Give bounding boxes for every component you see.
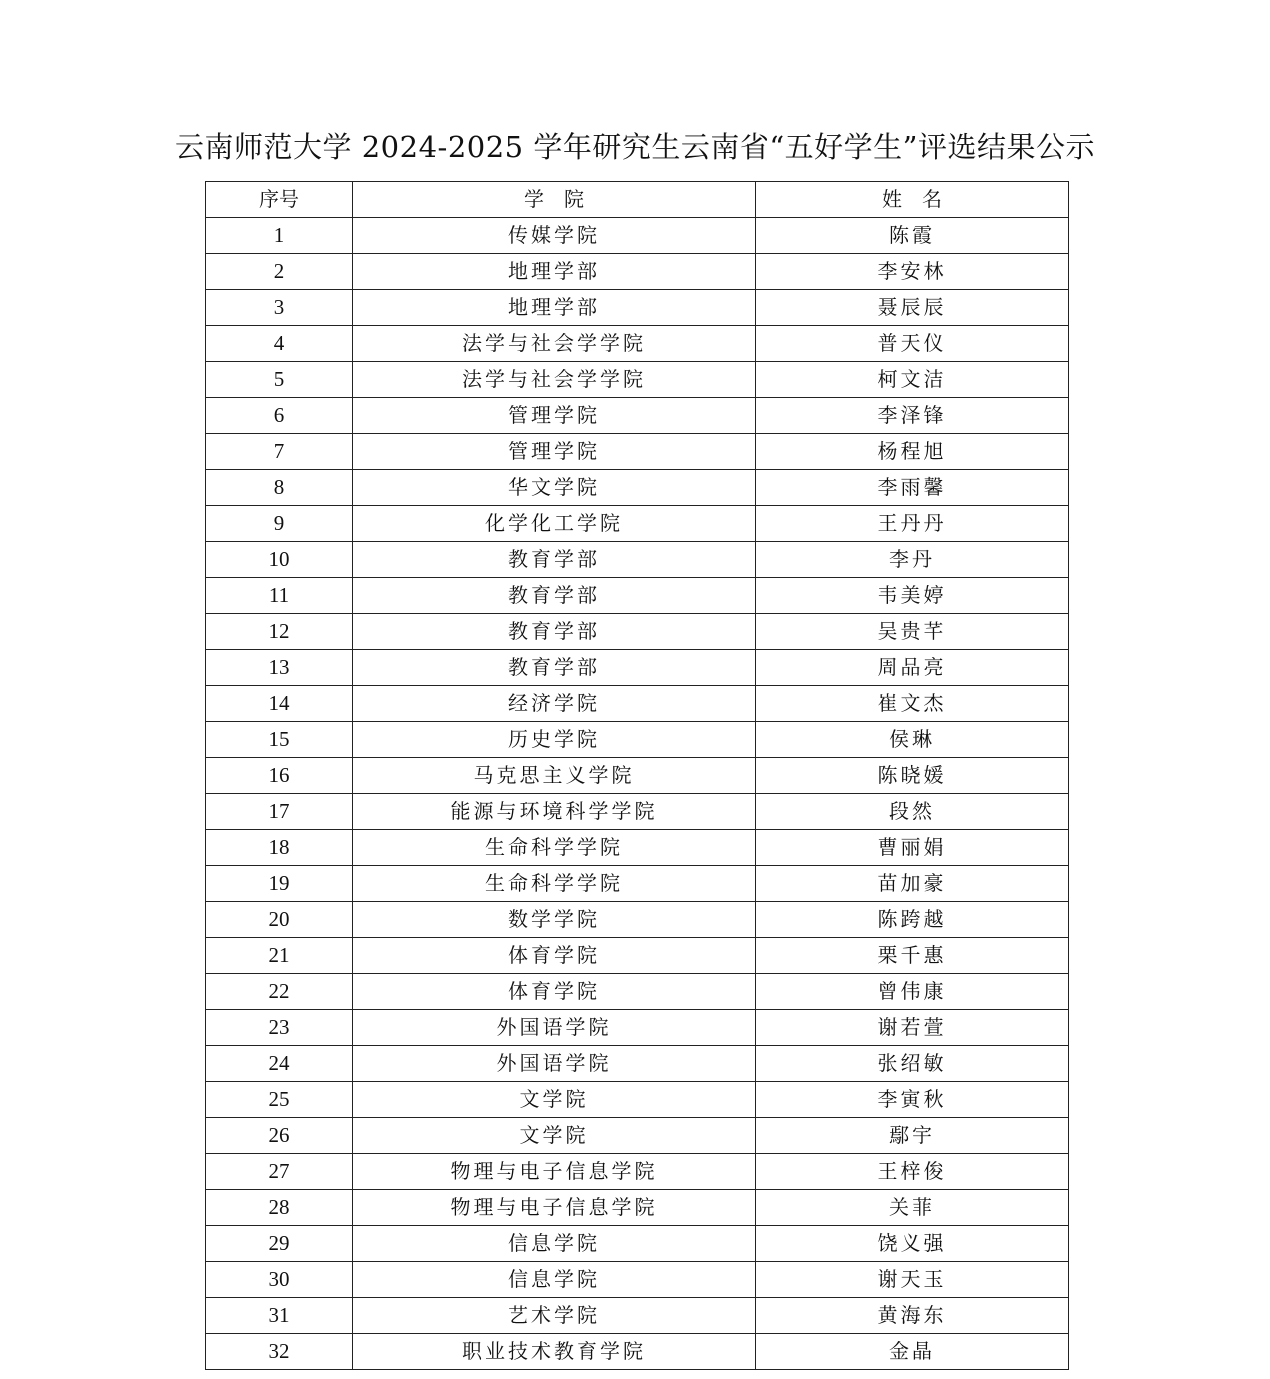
row-college-cell: 经济学院 [353, 686, 756, 722]
table-row [206, 758, 1069, 794]
row-college-cell: 教育学部 [353, 614, 756, 650]
row-seq-cell: 8 [206, 470, 353, 506]
row-name-cell: 李安林 [756, 254, 1069, 290]
row-name-cell: 崔文杰 [756, 686, 1069, 722]
page-title: 云南师范大学 2024-2025 学年研究生云南省“五好学生”评选结果公示 [175, 130, 1095, 164]
row-college-cell: 文学院 [353, 1082, 756, 1118]
row-seq-cell: 28 [206, 1190, 353, 1226]
row-seq-cell: 15 [206, 722, 353, 758]
row-name-cell: 李雨馨 [756, 470, 1069, 506]
table-row [206, 1154, 1069, 1190]
row-name-cell: 关菲 [756, 1190, 1069, 1226]
row-college-cell: 法学与社会学学院 [353, 362, 756, 398]
row-seq-cell: 19 [206, 866, 353, 902]
row-name-cell: 柯文洁 [756, 362, 1069, 398]
row-college-cell: 地理学部 [353, 254, 756, 290]
table-row [206, 1082, 1069, 1118]
row-name-cell: 栗千惠 [756, 938, 1069, 974]
row-name-cell: 李寅秋 [756, 1082, 1069, 1118]
table-row [206, 794, 1069, 830]
row-seq-cell: 4 [206, 326, 353, 362]
row-seq-cell: 12 [206, 614, 353, 650]
row-seq-cell: 14 [206, 686, 353, 722]
table-row [206, 650, 1069, 686]
table-row [206, 470, 1069, 506]
row-name-cell: 谢若萱 [756, 1010, 1069, 1046]
table-row [206, 1298, 1069, 1334]
row-college-cell: 职业技术教育学院 [353, 1334, 756, 1370]
table-row [206, 542, 1069, 578]
table-row [206, 1010, 1069, 1046]
results-table [205, 181, 1069, 1370]
row-college-cell: 管理学院 [353, 398, 756, 434]
row-name-cell: 王丹丹 [756, 506, 1069, 542]
table-header [206, 182, 1069, 218]
row-college-cell: 艺术学院 [353, 1298, 756, 1334]
table-row [206, 902, 1069, 938]
row-name-cell: 鄢宇 [756, 1118, 1069, 1154]
table-row [206, 1046, 1069, 1082]
row-college-cell: 教育学部 [353, 650, 756, 686]
row-seq-cell: 23 [206, 1010, 353, 1046]
table-row [206, 362, 1069, 398]
row-name-cell: 李泽锋 [756, 398, 1069, 434]
row-college-cell: 生命科学学院 [353, 830, 756, 866]
row-college-cell: 体育学院 [353, 974, 756, 1010]
table-row [206, 1262, 1069, 1298]
table-row [206, 1190, 1069, 1226]
table-row [206, 398, 1069, 434]
row-name-cell: 陈霞 [756, 218, 1069, 254]
row-college-cell: 历史学院 [353, 722, 756, 758]
row-seq-cell: 30 [206, 1262, 353, 1298]
row-seq-cell: 21 [206, 938, 353, 974]
header-row [206, 182, 1069, 218]
row-name-cell: 杨程旭 [756, 434, 1069, 470]
row-seq-cell: 11 [206, 578, 353, 614]
row-college-cell: 传媒学院 [353, 218, 756, 254]
table-row [206, 722, 1069, 758]
row-name-cell: 曾伟康 [756, 974, 1069, 1010]
row-seq-cell: 16 [206, 758, 353, 794]
row-seq-cell: 13 [206, 650, 353, 686]
row-name-cell: 周品亮 [756, 650, 1069, 686]
row-seq-cell: 3 [206, 290, 353, 326]
header-name: 姓 名 [756, 182, 1069, 218]
row-seq-cell: 20 [206, 902, 353, 938]
table-row [206, 1334, 1069, 1370]
table-row [206, 290, 1069, 326]
row-name-cell: 张绍敏 [756, 1046, 1069, 1082]
row-college-cell: 教育学部 [353, 578, 756, 614]
row-college-cell: 化学化工学院 [353, 506, 756, 542]
row-college-cell: 体育学院 [353, 938, 756, 974]
row-seq-cell: 17 [206, 794, 353, 830]
row-seq-cell: 24 [206, 1046, 353, 1082]
table-row [206, 506, 1069, 542]
row-college-cell: 地理学部 [353, 290, 756, 326]
row-college-cell: 马克思主义学院 [353, 758, 756, 794]
row-college-cell: 外国语学院 [353, 1010, 756, 1046]
row-college-cell: 信息学院 [353, 1226, 756, 1262]
row-name-cell: 金晶 [756, 1334, 1069, 1370]
row-name-cell: 谢天玉 [756, 1262, 1069, 1298]
table-row [206, 974, 1069, 1010]
row-college-cell: 数学学院 [353, 902, 756, 938]
row-college-cell: 生命科学学院 [353, 866, 756, 902]
table-row [206, 326, 1069, 362]
row-name-cell: 聂辰辰 [756, 290, 1069, 326]
row-seq-cell: 27 [206, 1154, 353, 1190]
row-name-cell: 李丹 [756, 542, 1069, 578]
table-row [206, 254, 1069, 290]
table-row [206, 578, 1069, 614]
row-name-cell: 饶义强 [756, 1226, 1069, 1262]
row-college-cell: 文学院 [353, 1118, 756, 1154]
row-seq-cell: 26 [206, 1118, 353, 1154]
row-name-cell: 吴贵芊 [756, 614, 1069, 650]
table-body [206, 218, 1069, 1370]
table-row [206, 938, 1069, 974]
row-seq-cell: 1 [206, 218, 353, 254]
row-name-cell: 黄海东 [756, 1298, 1069, 1334]
header-seq: 序号 [206, 182, 353, 218]
row-seq-cell: 25 [206, 1082, 353, 1118]
row-college-cell: 物理与电子信息学院 [353, 1190, 756, 1226]
table-row [206, 866, 1069, 902]
row-seq-cell: 9 [206, 506, 353, 542]
row-seq-cell: 32 [206, 1334, 353, 1370]
row-name-cell: 苗加豪 [756, 866, 1069, 902]
table-row [206, 830, 1069, 866]
row-college-cell: 华文学院 [353, 470, 756, 506]
row-name-cell: 段然 [756, 794, 1069, 830]
row-seq-cell: 22 [206, 974, 353, 1010]
row-name-cell: 侯琳 [756, 722, 1069, 758]
row-college-cell: 管理学院 [353, 434, 756, 470]
row-college-cell: 法学与社会学学院 [353, 326, 756, 362]
row-seq-cell: 6 [206, 398, 353, 434]
table-row [206, 434, 1069, 470]
row-seq-cell: 7 [206, 434, 353, 470]
row-name-cell: 曹丽娟 [756, 830, 1069, 866]
row-seq-cell: 29 [206, 1226, 353, 1262]
row-college-cell: 教育学部 [353, 542, 756, 578]
row-name-cell: 王梓俊 [756, 1154, 1069, 1190]
table-row [206, 686, 1069, 722]
row-name-cell: 韦美婷 [756, 578, 1069, 614]
row-name-cell: 陈晓媛 [756, 758, 1069, 794]
table-row [206, 1226, 1069, 1262]
row-name-cell: 陈跨越 [756, 902, 1069, 938]
row-seq-cell: 31 [206, 1298, 353, 1334]
row-seq-cell: 2 [206, 254, 353, 290]
row-seq-cell: 5 [206, 362, 353, 398]
row-seq-cell: 10 [206, 542, 353, 578]
row-college-cell: 物理与电子信息学院 [353, 1154, 756, 1190]
row-college-cell: 外国语学院 [353, 1046, 756, 1082]
row-college-cell: 信息学院 [353, 1262, 756, 1298]
table-row [206, 218, 1069, 254]
row-name-cell: 普天仪 [756, 326, 1069, 362]
table-row [206, 614, 1069, 650]
row-college-cell: 能源与环境科学学院 [353, 794, 756, 830]
table-row [206, 1118, 1069, 1154]
row-seq-cell: 18 [206, 830, 353, 866]
header-college: 学 院 [353, 182, 756, 218]
